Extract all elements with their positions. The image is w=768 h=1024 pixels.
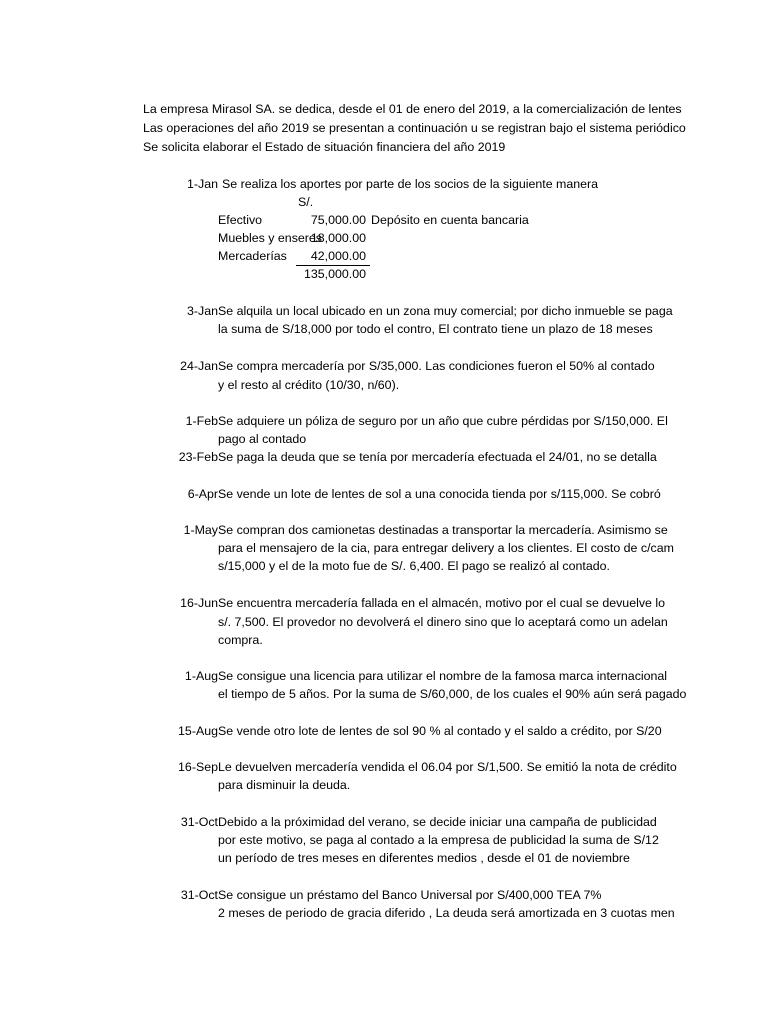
entry-text: Debido a la próximidad del verano, se decide iniciar una campaña de publicidad bbox=[218, 815, 657, 829]
capital-total: 135,000.00 bbox=[303, 267, 366, 281]
entry-text: el tiempo de 5 años. Por la suma de S/60,000, de los cuales el 90% aún será pagado bbox=[218, 687, 687, 701]
capital-row-label-cell bbox=[218, 247, 296, 265]
entry-text: Se paga la deuda que se tenía por mercadería efectuada el 24/01, no se detalla bbox=[218, 450, 657, 464]
entry-date: 1-Jan bbox=[187, 177, 218, 191]
entry-text: s/. 7,500. El provedor no devolverá el dinero sino que lo aceptará como un adelan bbox=[218, 615, 668, 629]
intro-line-3: Se solicita elaborar el Estado de situación financiera del año 2019 bbox=[143, 140, 506, 154]
entry-text: un período de tres meses en diferentes medios , desde el 01 de noviembre bbox=[218, 851, 630, 865]
entry-text: Se vende otro lote de lentes de sol 90 % al contado y el saldo a crédito, por S/20 bbox=[218, 724, 662, 738]
capital-row-label-cell bbox=[218, 211, 296, 229]
entry-text: pago al contado bbox=[218, 432, 307, 446]
entry-text: compra. bbox=[218, 633, 263, 647]
entry-date: 15-Aug bbox=[178, 724, 218, 738]
entry-text: Se alquila un local ubicado en un zona muy comercial; por dicho inmueble se paga bbox=[218, 304, 673, 318]
currency-header: S/. bbox=[298, 195, 314, 209]
entry-date: 31-Oct bbox=[180, 815, 218, 829]
capital-row-amount: 18,000.00 bbox=[310, 231, 366, 245]
entry-date: 16-Sep bbox=[178, 760, 218, 774]
entry-text: Se realiza los aportes por parte de los socios de la siguiente manera bbox=[222, 177, 599, 191]
entry-text: para el mensajero de la cia, para entregar delivery a los clientes. El costo de c/cam bbox=[218, 541, 674, 555]
entry-date: 31-Oct bbox=[180, 888, 218, 902]
capital-row-label: Efectivo bbox=[218, 213, 263, 227]
entry-date: 3-Jan bbox=[187, 304, 218, 318]
entry-date: 23-Feb bbox=[178, 450, 218, 464]
entry-date: 1-Aug bbox=[184, 669, 218, 683]
entry-text: y el resto al crédito (10/30, n/60). bbox=[218, 378, 400, 392]
entry-text: Se adquiere un póliza de seguro por un año que cubre pérdidas por S/150,000. El bbox=[218, 414, 668, 428]
capital-row-label: Muebles y enseres bbox=[218, 231, 322, 245]
entry-text: por este motivo, se paga al contado a la empresa de publicidad la suma de S/12 bbox=[218, 833, 659, 847]
entry-date: 16-Jun bbox=[180, 596, 218, 610]
entry-text: para disminuir la deuda. bbox=[218, 778, 351, 792]
entry-text: Se encuentra mercadería fallada en el almacén, motivo por el cual se devuelve lo bbox=[218, 596, 666, 610]
entry-date: 24-Jan bbox=[180, 359, 218, 373]
capital-row-amount: 42,000.00 bbox=[310, 249, 366, 263]
entry-text: Se compran dos camionetas destinadas a transportar la mercadería. Asimismo se bbox=[218, 523, 668, 537]
capital-row-label: Mercaderías bbox=[218, 249, 287, 263]
intro-line-2: Las operaciones del año 2019 se presentan a continuación u se registran bajo el sistema periódico bbox=[143, 121, 686, 135]
entry-text: Se consigue un préstamo del Banco Universal por S/400,000 TEA 7% bbox=[218, 888, 602, 902]
entry-text: Se consigue una licencia para utilizar el nombre de la famosa marca internacional bbox=[218, 669, 668, 683]
entry-text: Se vende un lote de lentes de sol a una conocida tienda por s/115,000. Se cobró bbox=[218, 487, 661, 501]
capital-row-note: Depósito en cuenta bancaria bbox=[371, 213, 529, 227]
capital-row-label-cell bbox=[218, 229, 322, 247]
entry-text: s/15,000 y el de la moto fue de S/. 6,400. El pago se realizó al contado. bbox=[218, 559, 610, 573]
entry-date: 1-May bbox=[183, 523, 218, 537]
capital-row-amount: 75,000.00 bbox=[310, 213, 366, 227]
entry-text: Le devuelven mercadería vendida el 06.04 por S/1,500. Se emitió la nota de crédito bbox=[218, 760, 677, 774]
entry-date: 1-Feb bbox=[185, 414, 218, 428]
entry-text: 2 meses de periodo de gracia diferido , La deuda será amortizada en 3 cuotas men bbox=[218, 906, 675, 920]
intro-line-1: La empresa Mirasol SA. se dedica, desde el 01 de enero del 2019, a la comercialización de lentes bbox=[143, 102, 682, 116]
entry-text: la suma de S/18,000 por todo el contro, El contrato tiene un plazo de 18 meses bbox=[218, 322, 653, 336]
entry-date: 6-Apr bbox=[187, 487, 218, 501]
entry-text: Se compra mercadería por S/35,000. Las condiciones fueron el 50% al contado bbox=[218, 359, 655, 373]
